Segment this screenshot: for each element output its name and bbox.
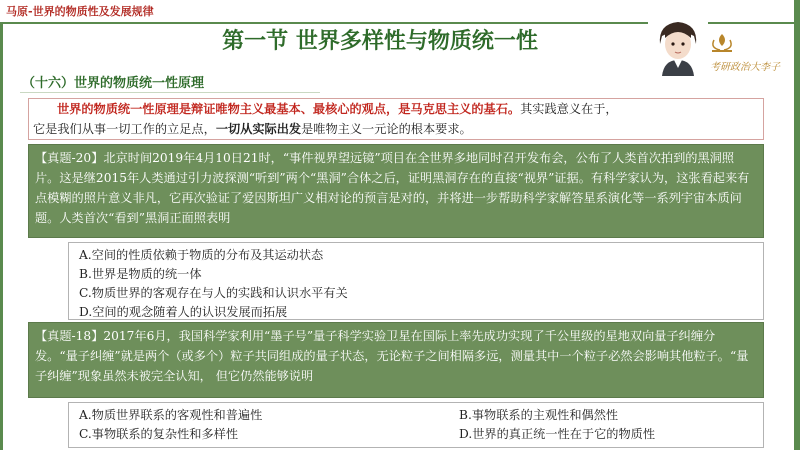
option-b[interactable]: B.世界是物质的统一体 bbox=[79, 267, 202, 281]
question-1-options bbox=[68, 242, 764, 320]
option-a[interactable]: A.物质世界联系的客观性和普遍性 bbox=[79, 408, 263, 422]
option-b[interactable]: B.事物联系的主观性和偶然性 bbox=[459, 408, 619, 422]
left-accent-stripe bbox=[0, 24, 3, 450]
question-2-stem: 【真题-18】2017年6月，我国科学家利用“墨子号”量子科学实验卫星在国际上率先成功实现了千公里级的星地双向量子纠缠分发。“量子纠缠”就是两个（或多个）粒子共同组成的量子状态，无论粒子之间相隔多远，测量其中一个粒子必然会影响其他粒子。“量子纠缠”现象虽然未被完全认知， 但它仍然能够说明 bbox=[28, 322, 764, 398]
principle-emphasis: 一切从实际出发 bbox=[215, 122, 302, 136]
option-grid bbox=[79, 406, 753, 444]
option-c[interactable]: C.物质世界的客观存在与人的实践和认识水平有关 bbox=[79, 286, 348, 300]
logo-text: 考研政治大李子 bbox=[710, 62, 780, 73]
principle-text: 其实践意义在于， bbox=[520, 102, 618, 116]
principle-key-statement: 世界的物质统一性原理是辩证唯物主义最基本、最核心的观点，是马克思主义的基石。 bbox=[57, 102, 521, 116]
principle-line-2 bbox=[33, 119, 759, 139]
option-d[interactable]: D.空间的观念随着人的认识发展而拓展 bbox=[79, 305, 288, 319]
option-a[interactable]: A.空间的性质依赖于物质的分布及其运动状态 bbox=[79, 248, 324, 262]
section-underline bbox=[20, 92, 320, 93]
principle-text: 它是我们从事一切工作的立足点， bbox=[33, 122, 216, 136]
principle-text: 是唯物主义一元论的根本要求。 bbox=[301, 122, 472, 136]
page-title: 第一节 世界多样性与物质统一性 bbox=[222, 29, 538, 54]
option-d[interactable]: D.世界的真正统一性在于它的物质性 bbox=[459, 427, 656, 441]
course-label: 马原-世界的物质性及发展规律 bbox=[6, 5, 154, 18]
right-accent-stripe bbox=[794, 0, 800, 450]
option-c[interactable]: C.事物联系的复杂性和多样性 bbox=[79, 427, 239, 441]
avatar bbox=[648, 16, 708, 76]
principle-box bbox=[28, 98, 764, 140]
section-heading: （十六）世界的物质统一性原理 bbox=[22, 76, 205, 91]
principle-line-1 bbox=[33, 99, 759, 119]
question-1-stem: 【真题-20】北京时间2019年4月10日21时，“事件视界望远镜”项目在全世界多地同时召开发布会，公布了人类首次拍到的黑洞照片。这是继2015年人类通过引力波探测“听到”两个“黑洞”合体之后，证明黑洞存在的直接“视界”证据。有科学家认为，这张看起来有点模糊的照片意义非凡，它再次验证了爱因斯坦广义相对论的预言是对的，并将进一步帮助科学家解答星系演化等一系列宇宙本质问题。人类首次“看到”黑洞正面照表明 bbox=[28, 144, 764, 238]
question-2-options bbox=[68, 402, 764, 448]
